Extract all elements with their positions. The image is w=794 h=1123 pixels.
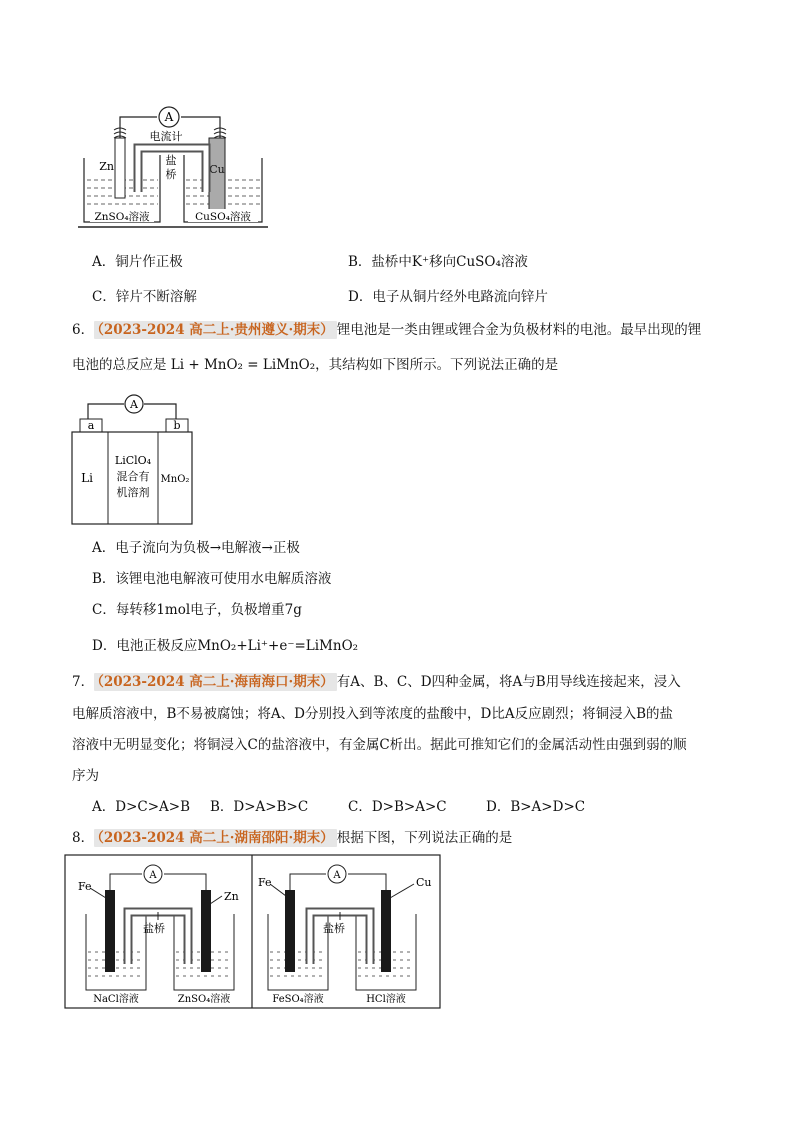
source-tag: （2023-2024 高二上·海南海口·期末） — [94, 673, 337, 691]
question-7-stem — [72, 672, 681, 692]
salt-bridge-label: 盐桥 — [323, 922, 345, 935]
electrolyte-label-2: 混合有 — [116, 470, 150, 483]
question-text: 有A、B、C、D四种金属，将A与B用导线连接起来，浸入 — [336, 674, 681, 690]
electrolyte-label-3: 机溶剂 — [116, 486, 150, 499]
option-b[interactable]: B．该锂电池电解液可使用水电解质溶液 — [92, 571, 332, 587]
mno2-label: MnO₂ — [160, 474, 190, 485]
question-number: 7． — [72, 674, 95, 690]
option-c[interactable]: C．每转移1mol电子，负极增重7g — [92, 602, 302, 618]
hcl-solution-label: HCl溶液 — [366, 994, 406, 1005]
znso4-solution-label: ZnSO₄溶液 — [177, 994, 231, 1005]
option-d[interactable]: D．B>A>D>C — [486, 799, 586, 815]
option-c[interactable]: C．锌片不断溶解 — [92, 289, 197, 305]
cu-electrode-label: Cu — [209, 163, 225, 176]
salt-bridge-label-1: 盐 — [165, 154, 177, 167]
cu-label: Cu — [416, 876, 432, 889]
option-b[interactable]: B．盐桥中K⁺移向CuSO₄溶液 — [348, 254, 528, 270]
ammeter-symbol: A — [149, 870, 157, 881]
li-label: Li — [81, 471, 93, 485]
terminal-b-label: b — [173, 419, 181, 432]
option-b[interactable]: B．D>A>B>C — [210, 799, 309, 815]
question-6-stem-line-2: 电池的总反应是 Li + MnO₂ = LiMnO₂，其结构如下图所示。下列说法正确的是 — [72, 357, 559, 373]
source-tag: （2023-2024 高二上·湖南邵阳·期末） — [94, 829, 337, 847]
option-a[interactable]: A．D>C>A>B — [92, 799, 191, 815]
galvanometer-label: 电流计 — [149, 130, 183, 143]
fe-label: Fe — [78, 880, 92, 893]
nacl-solution-label: NaCl溶液 — [93, 994, 139, 1005]
question-number: 6． — [72, 322, 95, 338]
lithium-battery-figure — [70, 392, 210, 526]
galvanic-cell-figure-q5 — [78, 100, 273, 230]
ammeter-symbol: A — [333, 870, 341, 881]
fe-label: Fe — [258, 876, 272, 889]
salt-bridge-label-2: 桥 — [165, 168, 177, 181]
source-tag: （2023-2024 高二上·贵州遵义·期末） — [94, 321, 337, 339]
electrolyte-label-1: LiClO₄ — [114, 454, 152, 467]
feso4-solution-label: FeSO₄溶液 — [272, 994, 324, 1005]
question-8-stem — [72, 828, 512, 848]
question-text: 锂电池是一类由锂或锂合金为负极材料的电池。最早出现的锂 — [336, 322, 702, 338]
question-7-stem-line-4: 序为 — [72, 768, 99, 784]
galvanic-cells-figure-q8 — [64, 854, 442, 1010]
question-number: 8． — [72, 830, 95, 846]
question-text: 根据下图，下列说法正确的是 — [336, 830, 513, 846]
cuso4-solution-label: CuSO₄溶液 — [195, 211, 251, 223]
option-c[interactable]: C．D>B>A>C — [348, 799, 447, 815]
question-7-stem-line-3: 溶液中无明显变化；将铜浸入C的盐溶液中，有金属C析出。据此可推知它们的金属活动性由强到弱的顺 — [72, 737, 687, 753]
option-d[interactable]: D．电子从铜片经外电路流向锌片 — [348, 289, 548, 305]
option-a[interactable]: A．电子流向为负极→电解液→正极 — [92, 540, 300, 556]
ammeter-symbol: A — [164, 110, 174, 124]
question-7-stem-line-2: 电解质溶液中，B不易被腐蚀；将A、D分别投入到等浓度的盐酸中，D比A反应剧烈；将铜浸入B的盐 — [72, 706, 673, 722]
option-a[interactable]: A．铜片作正极 — [92, 254, 183, 270]
option-d[interactable]: D．电池正极反应MnO₂+Li⁺+e⁻=LiMnO₂ — [92, 638, 359, 654]
zn-electrode-label: Zn — [99, 160, 114, 173]
salt-bridge-label: 盐桥 — [143, 922, 165, 935]
question-6-stem — [72, 320, 701, 340]
zn-label: Zn — [224, 890, 239, 903]
znso4-solution-label: ZnSO₄溶液 — [94, 211, 150, 223]
ammeter-symbol: A — [130, 398, 138, 411]
terminal-a-label: a — [87, 419, 95, 432]
